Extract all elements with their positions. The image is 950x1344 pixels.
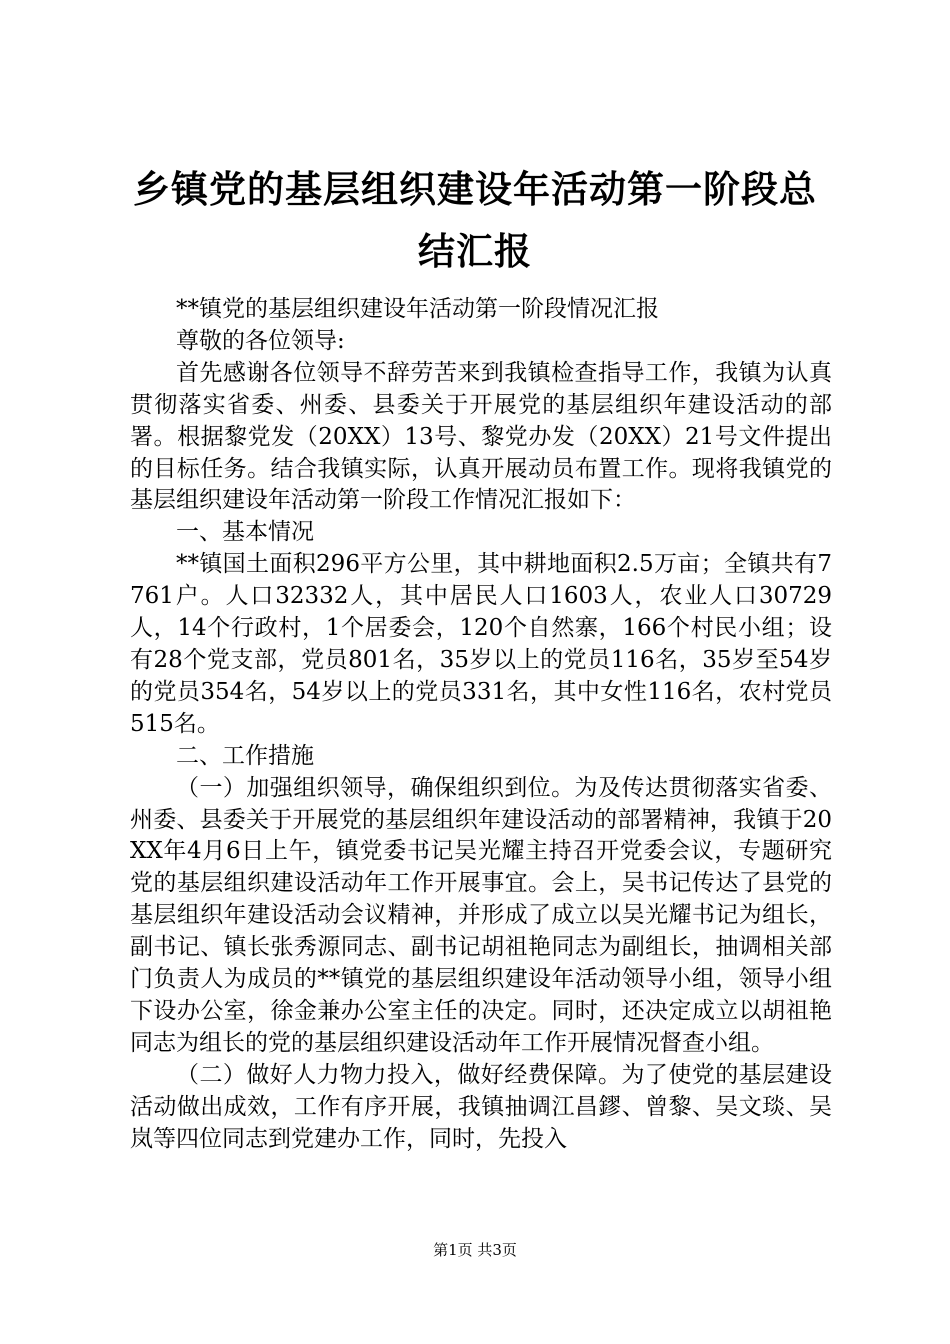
section-heading-work-measures: 二、工作措施: [176, 742, 314, 769]
basic-info-paragraph: **镇国土面积296平方公里，其中耕地面积2.5万亩；全镇共有7761户。人口32332人，其中居民人口1603人，农业人口30729人，14个行政村，1个居委会，120个自然寨，166个村民小组；设有28个党支部，党员801名，35岁以上的党员116名，35岁至54岁的党员354名，54岁以上的党员331名，其中女性116名，农村党员515名。: [130, 551, 832, 737]
report-subtitle: **镇党的基层组织建设年活动第一阶段情况汇报: [176, 296, 659, 322]
intro-paragraph: 首先感谢各位领导不辞劳苦来到我镇检查指导工作，我镇为认真贯彻落实省委、州委、县委关于开展党的基层组织年建设活动的部署。根据黎党发（20XX）13号、黎党办发（20XX）21号文件提出的目标任务。结合我镇实际，认真开展动员布置工作。现将我镇党的基层组织建设年活动第一阶段工作情况汇报如下：: [130, 359, 832, 514]
measure-one-paragraph: （一）加强组织领导，确保组织到位。为及传达贯彻落实省委、州委、县委关于开展党的基层组织年建设活动的部署精神，我镇于20XX年4月6日上午，镇党委书记吴光耀主持召开党委会议，专题研究党的基层组织建设活动年工作开展事宜。会上，吴书记传达了县党的基层组织年建设活动会议精神，并形成了成立以吴光耀书记为组长，副书记、镇长张秀源同志、副书记胡祖艳同志为副组长，抽调相关部门负责人为成员的**镇党的基层组织建设年活动领导小组，领导小组下设办公室，徐金兼办公室主任的决定。同时，还决定成立以胡祖艳同志为组长的党的基层组织建设活动年工作开展情况督查小组。: [130, 774, 832, 1056]
page-footer: 第1页 共3页: [433, 1241, 517, 1259]
salutation: 尊敬的各位领导:: [176, 327, 345, 354]
document-title: 乡镇党的基层组织建设年活动第一阶段总结汇报: [133, 167, 817, 273]
document-body: [130, 294, 832, 1155]
section-heading-basic-info: 一、基本情况: [176, 519, 314, 546]
measure-two-paragraph: （二）做好人力物力投入，做好经费保障。为了使党的基层建设活动做出成效，工作有序开展，我镇抽调江昌鏐、曾黎、吴文琰、吴岚等四位同志到党建办工作，同时，先投入: [130, 1061, 832, 1152]
